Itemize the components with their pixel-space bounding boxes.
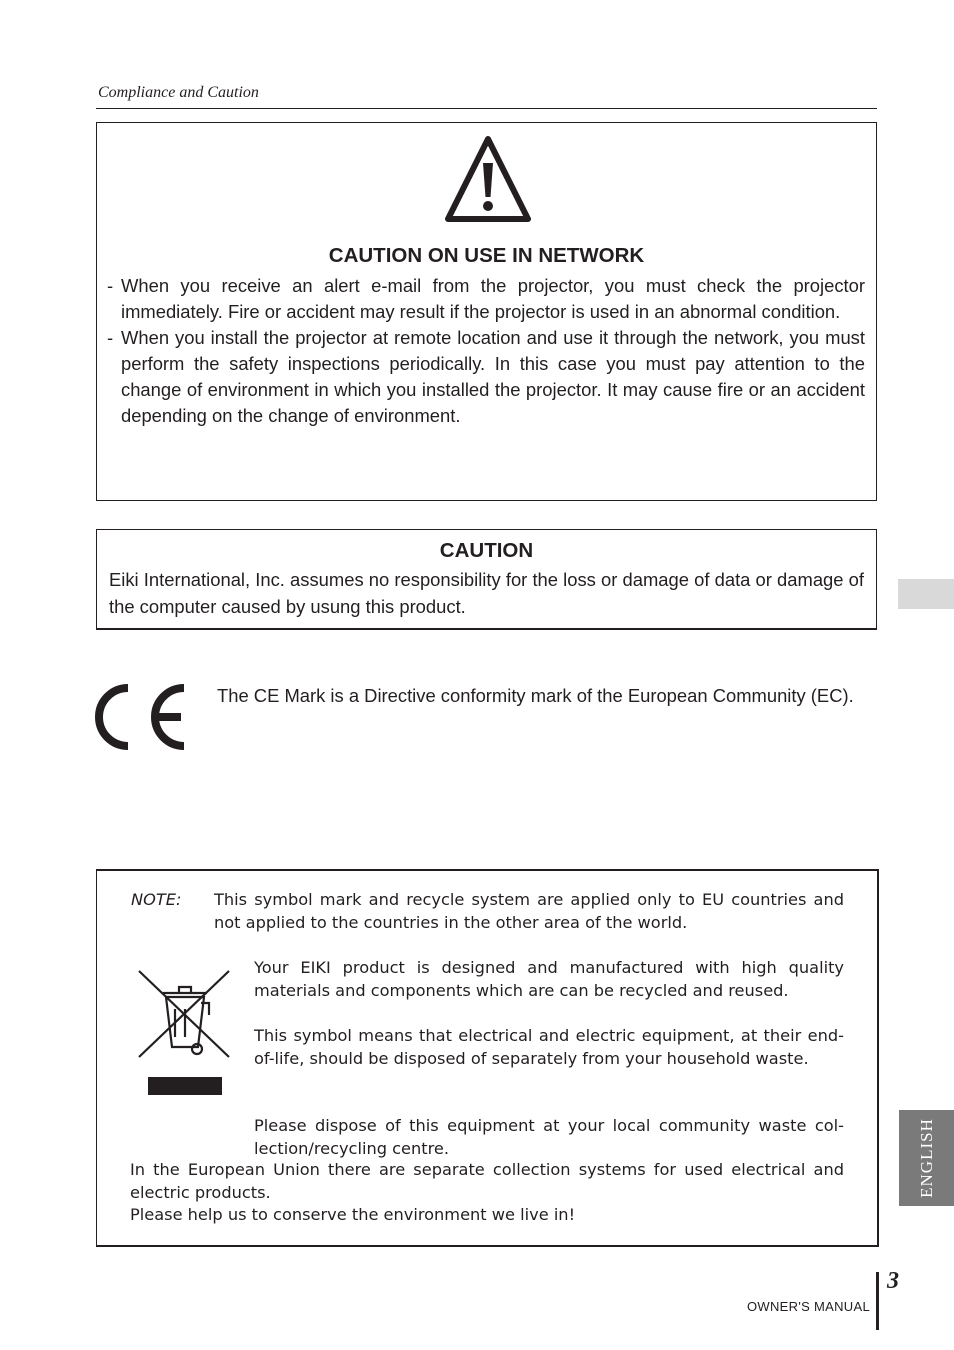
page-number: 3 [887,1268,899,1294]
note-text: This symbol mark and recycle system are applied only to EU countries and not applied to the countries in the other area of the world. [214,890,844,932]
ce-mark-description: The CE Mark is a Directive conformity mark of the European Community (EC). [217,685,854,706]
warning-triangle-icon [445,135,531,223]
manual-label: OWNER'S MANUAL [747,1299,870,1314]
bullet-marker: - [107,275,114,296]
language-tab [899,1110,954,1206]
recycling-note-box [96,869,879,1247]
caution-text: Eiki International, Inc. assumes no responsibility for the loss or damage of data or damage of the computer caused by usung this product. [109,569,864,617]
language-label: ENGLISH [916,1118,936,1198]
network-caution-list [107,273,865,429]
footer-divider [876,1272,879,1330]
side-tab-marker [898,579,954,609]
network-caution-heading: CAUTION ON USE IN NETWORK [328,244,645,267]
conserve-paragraph: Please help us to conserve the environment we live in! [130,1205,576,1225]
network-caution-box [96,122,877,501]
header-divider [96,108,877,109]
note-label: NOTE: [131,890,182,909]
symbol-meaning-paragraph: This symbol means that electrical and electric equipment, at their end-of-life, should be disposed of separately from your household waste. [254,1026,844,1068]
crossed-out-wheelie-bin-icon [135,963,233,1095]
dispose-paragraph: Please dispose of this equipment at your local community waste col-lection/recycling centre. [254,1116,844,1158]
bullet-text: When you install the projector at remote location and use it through the network, you must perform the safety inspections periodically. In this case you must pay attention to the change of environment in which you installed the projector. It may cause fire or an accident depending on the change of environment. [121,327,865,426]
bullet-marker: - [107,327,114,348]
caution-heading: CAUTION [439,539,534,562]
recycle-paragraph: Your EIKI product is designed and manufactured with high quality materials and components which are can be recycled and reused. [254,958,844,1000]
eu-collection-text [130,1159,844,1227]
section-title: Compliance and Caution [98,84,259,101]
caution-box [96,529,877,630]
ce-mark-icon [95,684,187,750]
eu-collection-paragraph: In the European Union there are separate collection systems for used electrical and electric products. [130,1160,844,1202]
bullet-text: When you receive an alert e-mail from the projector, you must check the projector immediately. Fire or accident may result if the projector is used in an abnormal condition. [121,275,865,322]
list-item [107,325,865,429]
list-item [107,273,865,325]
